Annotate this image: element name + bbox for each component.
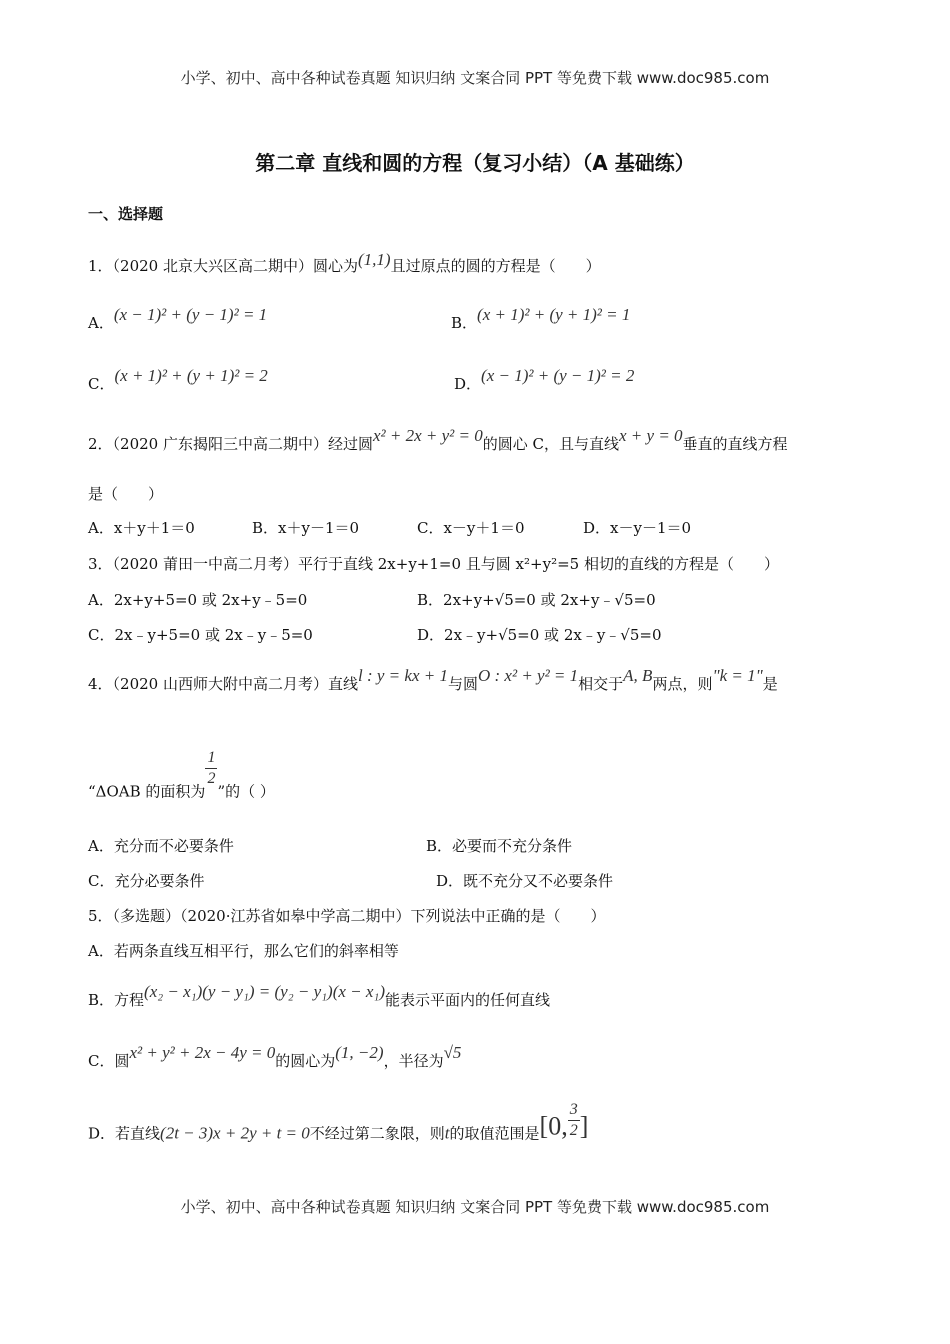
question-3-stem: 3．（2020 莆田一中高二月考）平行于直线 2x+y+1=0 且与圆 x²+y²=5 相切的直线的方程是（ ） (88, 555, 779, 573)
q3-option-d: D．2x﹣y+√5=0 或 2x﹣y﹣√5=0 (417, 626, 662, 644)
question-5-stem: 5．（多选题）（2020·江苏省如皋中学高二期中）下列说法中正确的是（ ） (88, 907, 606, 925)
q1-option-d (454, 366, 634, 394)
q4-frac-den: 2 (207, 770, 216, 787)
q2-mid: 的圆心 C，且与直线 (482, 435, 619, 453)
q1-math: (1,1) (358, 250, 391, 269)
q5-c-math3: √5 (443, 1043, 462, 1062)
section-heading: 一、选择题 (88, 205, 164, 223)
q4-mid3: 两点，则 (652, 675, 713, 693)
q1-option-a (88, 305, 267, 333)
q3-option-b: B．2x+y+√5=0 或 2x+y﹣√5=0 (417, 591, 656, 609)
q1-pre: 1．（2020 北京大兴区高二期中）圆心为 (88, 257, 358, 275)
q5-b-pre: B．方程 (88, 991, 145, 1009)
question-4-stem (88, 666, 778, 694)
page-header: 小学、初中、高中各种试卷真题 知识归纳 文案合同 PPT 等免费下载 www.doc985.com (180, 69, 770, 87)
q4-option-b: B．必要而不充分条件 (426, 837, 573, 855)
q5-option-c (88, 1043, 461, 1071)
q1-b-label: B． (451, 314, 478, 332)
q2-option-b: B．x＋y－1＝0 (252, 519, 360, 537)
q5-d-mid2: 的取值范围是 (449, 1124, 540, 1143)
q5-d-frac-num: 3 (568, 1100, 580, 1121)
q4-math1: l : y = kx + 1 (358, 666, 448, 685)
q5-b-post: 能表示平面内的任何直线 (385, 991, 551, 1009)
q5-d-bracket-left: [0, (539, 1111, 568, 1141)
q4-option-c: C．充分必要条件 (88, 872, 205, 890)
q2-option-a: A．x＋y＋1＝0 (88, 519, 195, 537)
q5-d-pre: D．若直线 (88, 1124, 161, 1143)
q2-pre: 2．（2020 广东揭阳三中高二期中）经过圆 (88, 435, 373, 453)
page-footer: 小学、初中、高中各种试卷真题 知识归纳 文案合同 PPT 等免费下载 www.doc985.com (180, 1198, 770, 1216)
q5-b-math: (x₂ − x₁)(y − y₁) = (y₂ − y₁)(x − x₁) (144, 982, 386, 1001)
q5-d-frac-den: 2 (569, 1122, 578, 1139)
q1-a-math: (x − 1)² + (y − 1)² = 1 (113, 305, 268, 324)
page-title: 第二章 直线和圆的方程（复习小结）（A 基础练） (255, 151, 695, 175)
q4-math3: A, B (623, 666, 653, 685)
q5-d-mid: 不经过第二象限，则 (309, 1124, 445, 1143)
q2-stem-line2: 是（ ） (88, 485, 164, 503)
q1-c-math: (x + 1)² + (y + 1)² = 2 (114, 366, 268, 385)
q5-c-math1: x² + y² + 2x − 4y = 0 (129, 1043, 276, 1062)
q5-c-math2: (1, −2) (335, 1043, 384, 1062)
q3-option-c: C．2x﹣y+5=0 或 2x﹣y﹣5=0 (88, 626, 313, 644)
q1-d-math: (x − 1)² + (y − 1)² = 2 (481, 366, 635, 385)
q3-option-a: A．2x+y+5=0 或 2x+y﹣5=0 (88, 591, 308, 609)
q4-option-a: A．充分而不必要条件 (88, 837, 234, 855)
q5-c-mid2: ，半径为 (383, 1052, 444, 1070)
q4-mid2: 相交于 (578, 675, 624, 693)
q4-fraction (205, 748, 217, 789)
q2-option-d: D．x－y－1＝0 (583, 519, 692, 537)
q5-c-mid: 的圆心为 (275, 1052, 336, 1070)
q4-line2-pre: “ΔOAB 的面积为 (88, 782, 206, 801)
q4-option-d: D．既不充分又不必要条件 (436, 872, 614, 890)
q4-line2-post: ”的（ ） (217, 782, 275, 801)
q1-b-math: (x + 1)² + (y + 1)² = 1 (477, 305, 631, 324)
q1-option-b (451, 305, 630, 333)
q2-math2: x + y = 0 (619, 426, 683, 445)
q2-post: 垂直的直线方程 (682, 435, 788, 453)
q5-c-pre: C．圆 (88, 1052, 130, 1070)
q2-option-c: C．x－y＋1＝0 (417, 519, 525, 537)
q4-math4: "k = 1" (712, 666, 763, 685)
q1-a-label: A． (88, 314, 114, 332)
q5-option-a: A．若两条直线互相平行，那么它们的斜率相等 (88, 942, 399, 960)
q1-post: 且过原点的圆的方程是（ ） (390, 257, 601, 275)
q4-pre: 4．（2020 山西师大附中高二月考）直线 (88, 675, 358, 693)
q5-option-b (88, 982, 550, 1010)
q5-d-fraction (568, 1100, 580, 1141)
q1-option-c (88, 366, 268, 394)
question-1-stem (88, 250, 601, 276)
q4-mid1: 与圆 (447, 675, 478, 693)
q4-math2: O : x² + y² = 1 (477, 666, 579, 685)
q4-frac-num: 1 (205, 748, 217, 769)
q5-d-math: (2t − 3)x + 2y + t = 0 (160, 1123, 310, 1143)
q1-d-label: D． (454, 375, 482, 393)
question-2-stem (88, 426, 788, 454)
q5-d-bracket-right: ] (579, 1111, 589, 1141)
q5-d-t: t (444, 1123, 450, 1143)
q4-stem-line2 (88, 748, 275, 802)
q4-post: 是 (762, 675, 778, 693)
q2-math1: x² + 2x + y² = 0 (373, 426, 483, 445)
q5-option-d (88, 1100, 588, 1144)
q1-c-label: C． (88, 375, 115, 393)
